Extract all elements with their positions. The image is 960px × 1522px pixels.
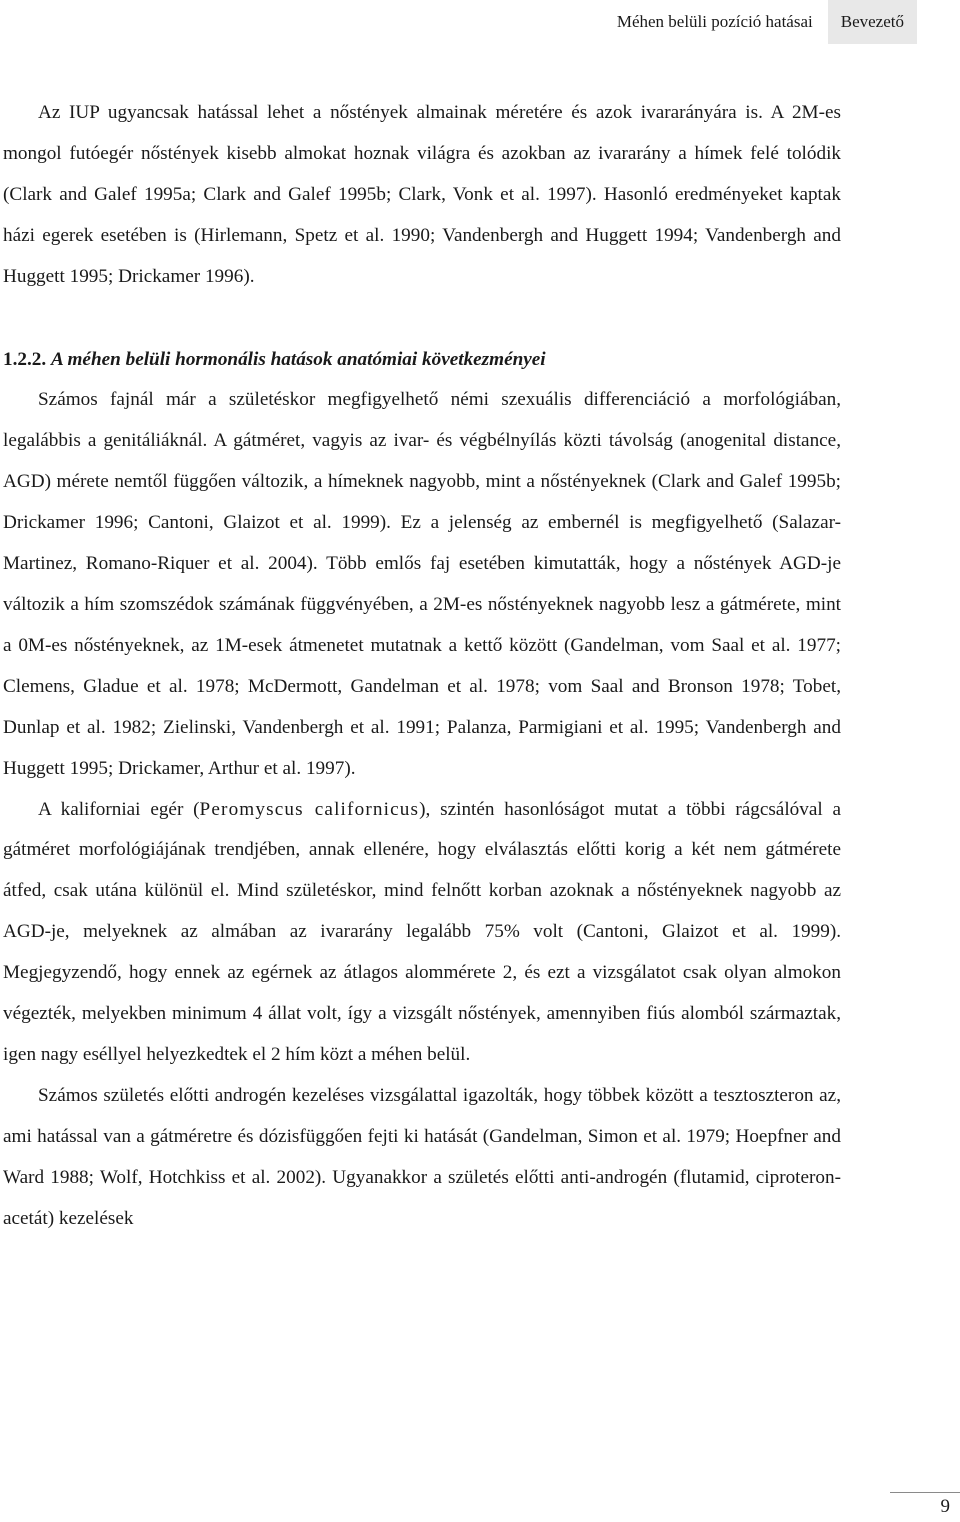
paragraph-ivararany: Az IUP ugyancsak hatással lehet a nőstények almainak méretére és azok ivararányára is. A 2M-es mongol futóegér nőstények kisebb almokat hoznak világra és azokban az ivararány a hímek felé tolódik (Clark and Galef 1995a; Clark and Galef 1995b; Clark, Vonk et al. 1997). Hasonló eredményeket kaptak házi egerek esetében is (Hirlemann, Spetz et al. 1990; Vandenbergh and Huggett 1994; Vandenbergh and Huggett 1995; Drickamer 1996). <box>3 102 841 287</box>
header-section-title: Méhen belüli pozíció hatásai <box>616 12 813 31</box>
footer-rule <box>890 1492 960 1493</box>
header-chapter-tab: Bevezető <box>828 0 917 44</box>
paragraph-peromyscus-start: A kaliforniai egér ( <box>38 798 200 820</box>
paragraph-peromyscus-rest: ), szintén hasonlóságot mutat a többi rágcsálóval a gátméret morfológiájának trendjében, annak ellenére, hogy elválasztás előtti korig a két nem gátmérete átfed, csak utána különül el. Mind születéskor, mind felnőtt korban azoknak a nőstényeknek nagyobb az AGD-je, melyeknek az almában az ivararány legalább 75% volt (Cantoni, Glaizot et al. 1999). Megjegyzendő, hogy ennek az egérnek az átlagos alommérete 2, és ezt a vizsgálatot csak olyan almokon végezték, melyekben minimum 4 állat volt, így a vizsgált nőstények, amennyiben fiús alomból származtak, igen nagy eséllyel helyezkedtek el 2 hím közt a méhen belül. <box>3 798 842 1065</box>
paragraph-peromyscus <box>3 790 841 1076</box>
section-number: 1.2.2. <box>3 348 47 370</box>
section-title: A méhen belüli hormonális hatások anatómiai következményei <box>50 348 546 370</box>
page-number: 9 <box>940 1496 950 1517</box>
paragraph-androgen: Számos születés előtti androgén kezeléses vizsgálattal igazolták, hogy többek között a tesztoszteron az, ami hatással van a gátméretre és dózisfüggően fejti ki hatását (Gandelman, Simon et al. 1979; Hoepfner and Ward 1988; Wolf, Hotchkiss et al. 2002). Ugyanakkor a születés előtti anti-androgén (flutamid, ciproteron-acetát) kezelések <box>3 1084 841 1229</box>
spacer <box>3 298 841 340</box>
section-heading <box>3 340 841 381</box>
page-body <box>3 93 841 1239</box>
species-name: Peromyscus californicus <box>199 798 420 820</box>
running-header <box>604 0 960 44</box>
paragraph-agd: Számos fajnál már a születéskor megfigyelhető némi szexuális differenciáció a morfológiában, legalábbis a genitáliáknál. A gátméret, vagyis az ivar- és végbélnyílás közti távolság (anogenital distance, AGD) mérete nemtől függően változik, a hímeknek nagyobb, mint a nőstényeknek (Clark and Galef 1995b; Drickamer 1996; Cantoni, Glaizot et al. 1999). Ez a jelenség az embernél is megfigyelhető (Salazar-Martinez, Romano-Riquer et al. 2004). Több emlős faj esetében kimutatták, hogy a nőstények AGD-je változik a hím szomszédok számának függvényében, a 2M-es nőstényeknek nagyobb lesz a gátmérete, mint a 0M-es nőstényeknek, az 1M-esek átmenetet mutatnak a kettő között (Gandelman, vom Saal et al. 1977; Clemens, Gladue et al. 1978; McDermott, Gandelman et al. 1978; vom Saal and Bronson 1978; Tobet, Dunlap et al. 1982; Zielinski, Vandenbergh et al. 1991; Palanza, Parmigiani et al. 1995; Vandenbergh and Huggett 1995; Drickamer, Arthur et al. 1997). <box>3 389 841 779</box>
